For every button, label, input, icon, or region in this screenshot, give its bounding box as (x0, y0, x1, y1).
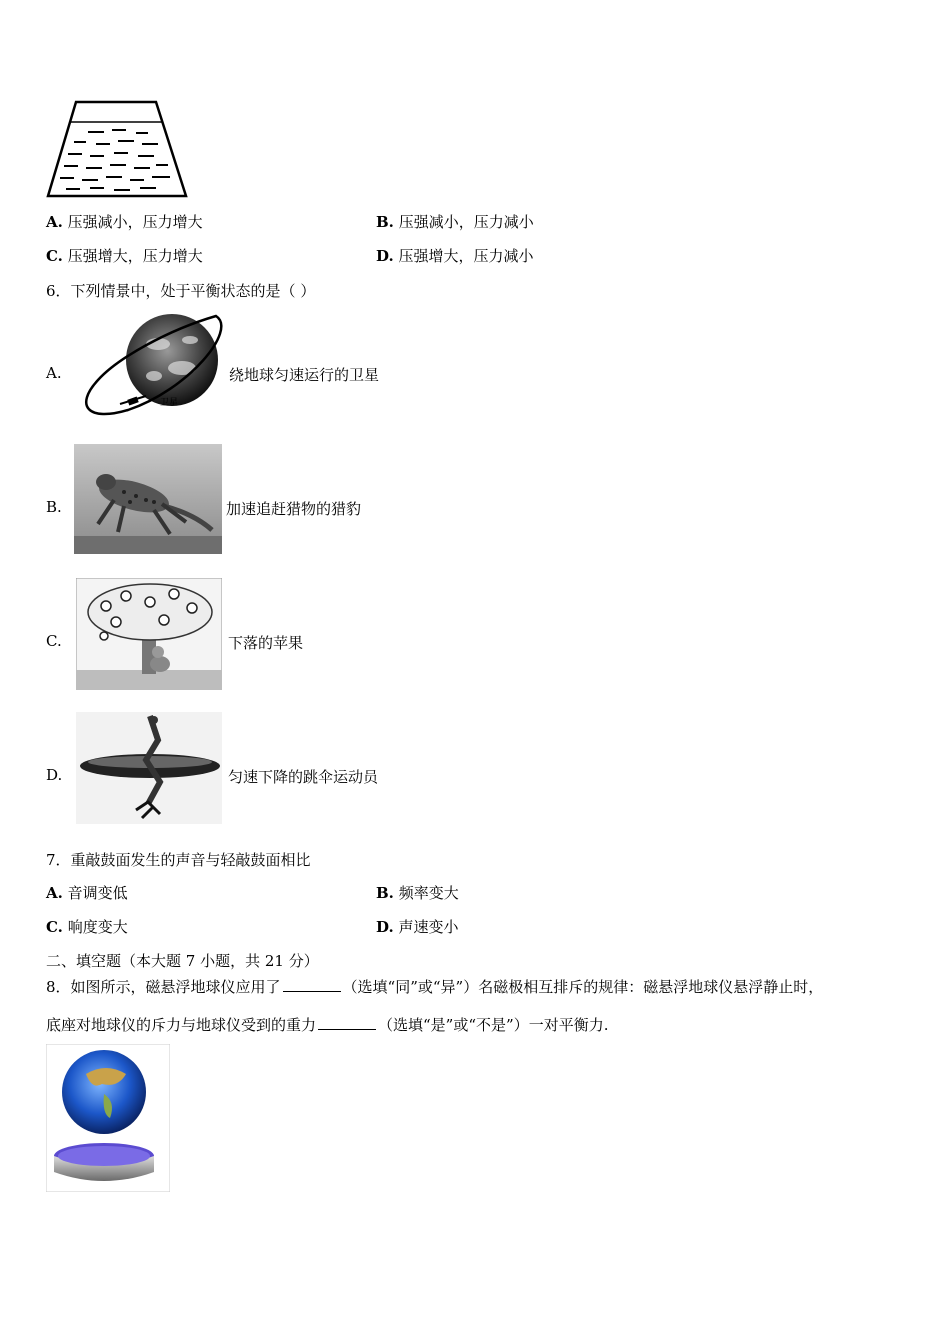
option-letter: D. (376, 918, 394, 936)
q8-line-2 (46, 1014, 608, 1035)
satellite-label: 卫星 (160, 398, 179, 408)
q6-option-c-letter[interactable]: C. (46, 632, 62, 650)
skydiver-image (76, 712, 222, 824)
apple-tree-image (76, 578, 222, 690)
q8-text: （选填“是”或“不是”）一对平衡力. (378, 1016, 609, 1034)
section-heading: 二、填空题（本大题 7 小题，共 21 分） (46, 952, 319, 970)
liquid-container-figure (44, 98, 190, 200)
q5-option-d[interactable] (376, 245, 534, 266)
option-letter: C. (46, 247, 63, 265)
option-text: 频率变大 (398, 884, 459, 902)
q7-option-a[interactable] (46, 882, 128, 903)
q6-option-a-letter[interactable]: A. (46, 364, 62, 382)
q7-option-b[interactable] (376, 882, 459, 903)
option-text: 压强减小，压力增大 (67, 213, 203, 231)
option-text: 声速变小 (398, 918, 459, 936)
option-text: 音调变低 (67, 884, 128, 902)
option-text: 压强增大，压力增大 (67, 247, 203, 265)
option-text: 压强增大，压力减小 (398, 247, 534, 265)
option-letter: A. (46, 884, 63, 902)
q8-line-1 (46, 976, 823, 997)
q7-stem: 7．重敲鼓面发生的声音与轻敲鼓面相比 (46, 851, 311, 869)
q8-blank-2[interactable] (318, 1015, 376, 1030)
q5-option-a[interactable] (46, 211, 203, 232)
option-letter: B. (376, 213, 394, 231)
q5-option-b[interactable] (376, 211, 534, 232)
option-letter: C. (46, 918, 63, 936)
q8-blank-1[interactable] (283, 977, 341, 992)
q7-option-c[interactable] (46, 916, 128, 937)
q5-option-c[interactable] (46, 245, 203, 266)
q8-text: （选填“同”或“异”）名磁极相互排斥的规律：磁悬浮地球仪悬浮静止时， (342, 978, 824, 996)
q6-option-d-letter[interactable]: D. (46, 766, 63, 784)
q7-option-d[interactable] (376, 916, 459, 937)
option-text: 响度变大 (67, 918, 128, 936)
q6-option-d-caption: 匀速下降的跳伞运动员 (228, 768, 379, 786)
q6-option-a-caption: 绕地球匀速运行的卫星 (229, 366, 380, 384)
q6-option-b-letter[interactable]: B. (46, 498, 62, 516)
cheetah-image (74, 444, 222, 554)
maglev-globe-image (46, 1044, 170, 1192)
option-letter: A. (46, 213, 63, 231)
q6-stem: 6．下列情景中，处于平衡状态的是（ ） (46, 282, 316, 300)
option-letter: B. (376, 884, 394, 902)
q6-option-c-caption: 下落的苹果 (228, 634, 304, 652)
option-letter: D. (376, 247, 394, 265)
option-text: 压强减小，压力减小 (398, 213, 534, 231)
satellite-orbit-icon (78, 310, 226, 422)
q6-option-b-caption: 加速追赶猎物的猎豹 (226, 500, 362, 518)
q8-text: 8．如图所示，磁悬浮地球仪应用了 (46, 978, 281, 996)
q8-text: 底座对地球仪的斥力与地球仪受到的重力 (46, 1016, 317, 1034)
